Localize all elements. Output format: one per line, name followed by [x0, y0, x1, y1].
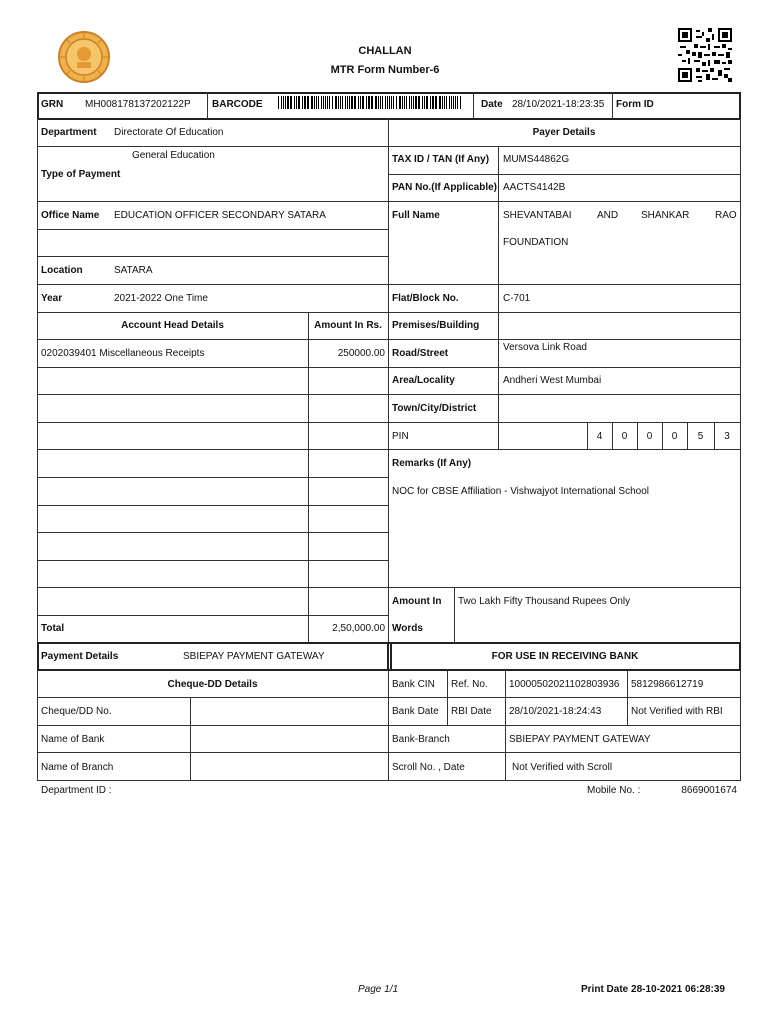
premises-label: Premises/Building: [392, 320, 480, 331]
form-number: MTR Form Number-6: [330, 64, 440, 76]
bank-cin-label: Bank CIN: [392, 679, 435, 690]
full-name-word: SHEVANTABAI: [503, 210, 572, 221]
pin-digit: 0: [646, 431, 653, 442]
flat-label: Flat/Block No.: [392, 293, 459, 304]
amount-header: Amount In Rs.: [314, 320, 382, 331]
date-label: Date: [481, 99, 503, 110]
bank-date-value: 28/10/2021-18:24:43: [509, 706, 602, 717]
department-value: Directorate Of Education: [114, 127, 224, 138]
amount-in-label: Amount In: [392, 596, 442, 607]
area-value: Andheri West Mumbai: [503, 375, 602, 386]
barcode-label: BARCODE: [212, 99, 263, 110]
print-date: Print Date 28-10-2021 06:28:39: [581, 984, 725, 995]
area-label: Area/Locality: [392, 375, 455, 386]
mobile-value: 8669001674: [681, 785, 737, 796]
bank-cin-value: 10000502021102803936: [509, 679, 620, 690]
account-head-row: 0202039401 Miscellaneous Receipts: [41, 348, 205, 359]
cheque-dd-header: Cheque-DD Details: [167, 679, 258, 690]
date-value: 28/10/2021-18:23:35: [512, 99, 605, 110]
full-name-word: RAO: [715, 210, 737, 221]
bank-date-label: Bank Date: [392, 706, 439, 717]
pin-digit: 0: [671, 431, 678, 442]
form-id-label: Form ID: [616, 99, 654, 110]
total-value: 2,50,000.00: [332, 623, 385, 634]
words-label: Words: [392, 623, 423, 634]
scroll-label: Scroll No. , Date: [392, 762, 465, 773]
branch-name-label: Name of Branch: [41, 762, 114, 773]
office-name-value: EDUCATION OFFICER SECONDARY SATARA: [114, 210, 326, 221]
ref-no-label: Ref. No.: [451, 679, 488, 690]
payer-details-header: Payer Details: [532, 127, 596, 138]
pan-label: PAN No.(If Applicable): [392, 182, 497, 193]
pan-value: AACTS4142B: [503, 182, 566, 193]
tax-id-label: TAX ID / TAN (If Any): [392, 154, 490, 165]
department-id-label: Department ID :: [41, 785, 112, 796]
pin-digit: 0: [621, 431, 628, 442]
account-amount: 250000.00: [337, 348, 385, 359]
cheque-no-label: Cheque/DD No.: [41, 706, 112, 717]
amount-in-words-value: Two Lakh Fifty Thousand Rupees Only: [458, 596, 631, 607]
remarks-value: NOC for CBSE Affiliation - Vishwajyot International School: [392, 486, 649, 497]
remarks-label: Remarks (If Any): [392, 458, 472, 469]
full-name-word: AND: [597, 210, 619, 221]
type-of-payment-value: General Education: [132, 150, 215, 161]
rbi-status-value: Not Verified with RBI: [631, 706, 723, 717]
full-name-line2: FOUNDATION: [503, 237, 569, 248]
pin-digit: 5: [697, 431, 704, 442]
year-label: Year: [41, 293, 63, 304]
government-seal-icon: [57, 30, 111, 84]
flat-value: C-701: [503, 293, 531, 304]
type-of-payment-label: Type of Payment: [41, 169, 121, 180]
pin-digit: 3: [724, 431, 730, 442]
bank-name-label: Name of Bank: [41, 734, 105, 745]
page-title: CHALLAN: [358, 45, 412, 57]
location-label: Location: [41, 265, 83, 276]
bank-branch-label: Bank-Branch: [392, 734, 450, 745]
receiving-bank-header: FOR USE IN RECEIVING BANK: [491, 651, 639, 662]
grn-label: GRN: [41, 99, 64, 110]
page-number: Page 1/1: [358, 984, 399, 995]
year-value: 2021-2022 One Time: [114, 293, 208, 304]
qr-code-icon: [678, 28, 732, 82]
grn-value: MH008178137202122P: [85, 99, 191, 110]
pin-digit: 4: [596, 431, 603, 442]
road-value: Versova Link Road: [503, 342, 587, 353]
rbi-date-label: RBI Date: [451, 706, 492, 717]
payment-details-label: Payment Details: [41, 651, 119, 662]
scroll-value: Not Verified with Scroll: [512, 762, 613, 773]
full-name-label: Full Name: [392, 210, 440, 221]
pin-label: PIN: [392, 431, 409, 442]
full-name-word: SHANKAR: [641, 210, 690, 221]
department-label: Department: [41, 127, 97, 138]
mobile-label: Mobile No. :: [587, 785, 641, 796]
account-head-header: Account Head Details: [121, 320, 224, 331]
payment-details-value: SBIEPAY PAYMENT GATEWAY: [183, 651, 325, 662]
town-label: Town/City/District: [392, 403, 477, 414]
office-name-label: Office Name: [41, 210, 100, 221]
bank-branch-value: SBIEPAY PAYMENT GATEWAY: [509, 734, 651, 745]
location-value: SATARA: [114, 265, 153, 276]
total-label: Total: [41, 623, 65, 634]
road-label: Road/Street: [392, 348, 449, 359]
ref-no-value: 5812986612719: [631, 679, 704, 690]
barcode-image: [278, 96, 463, 109]
tax-id-value: MUMS44862G: [503, 154, 570, 165]
